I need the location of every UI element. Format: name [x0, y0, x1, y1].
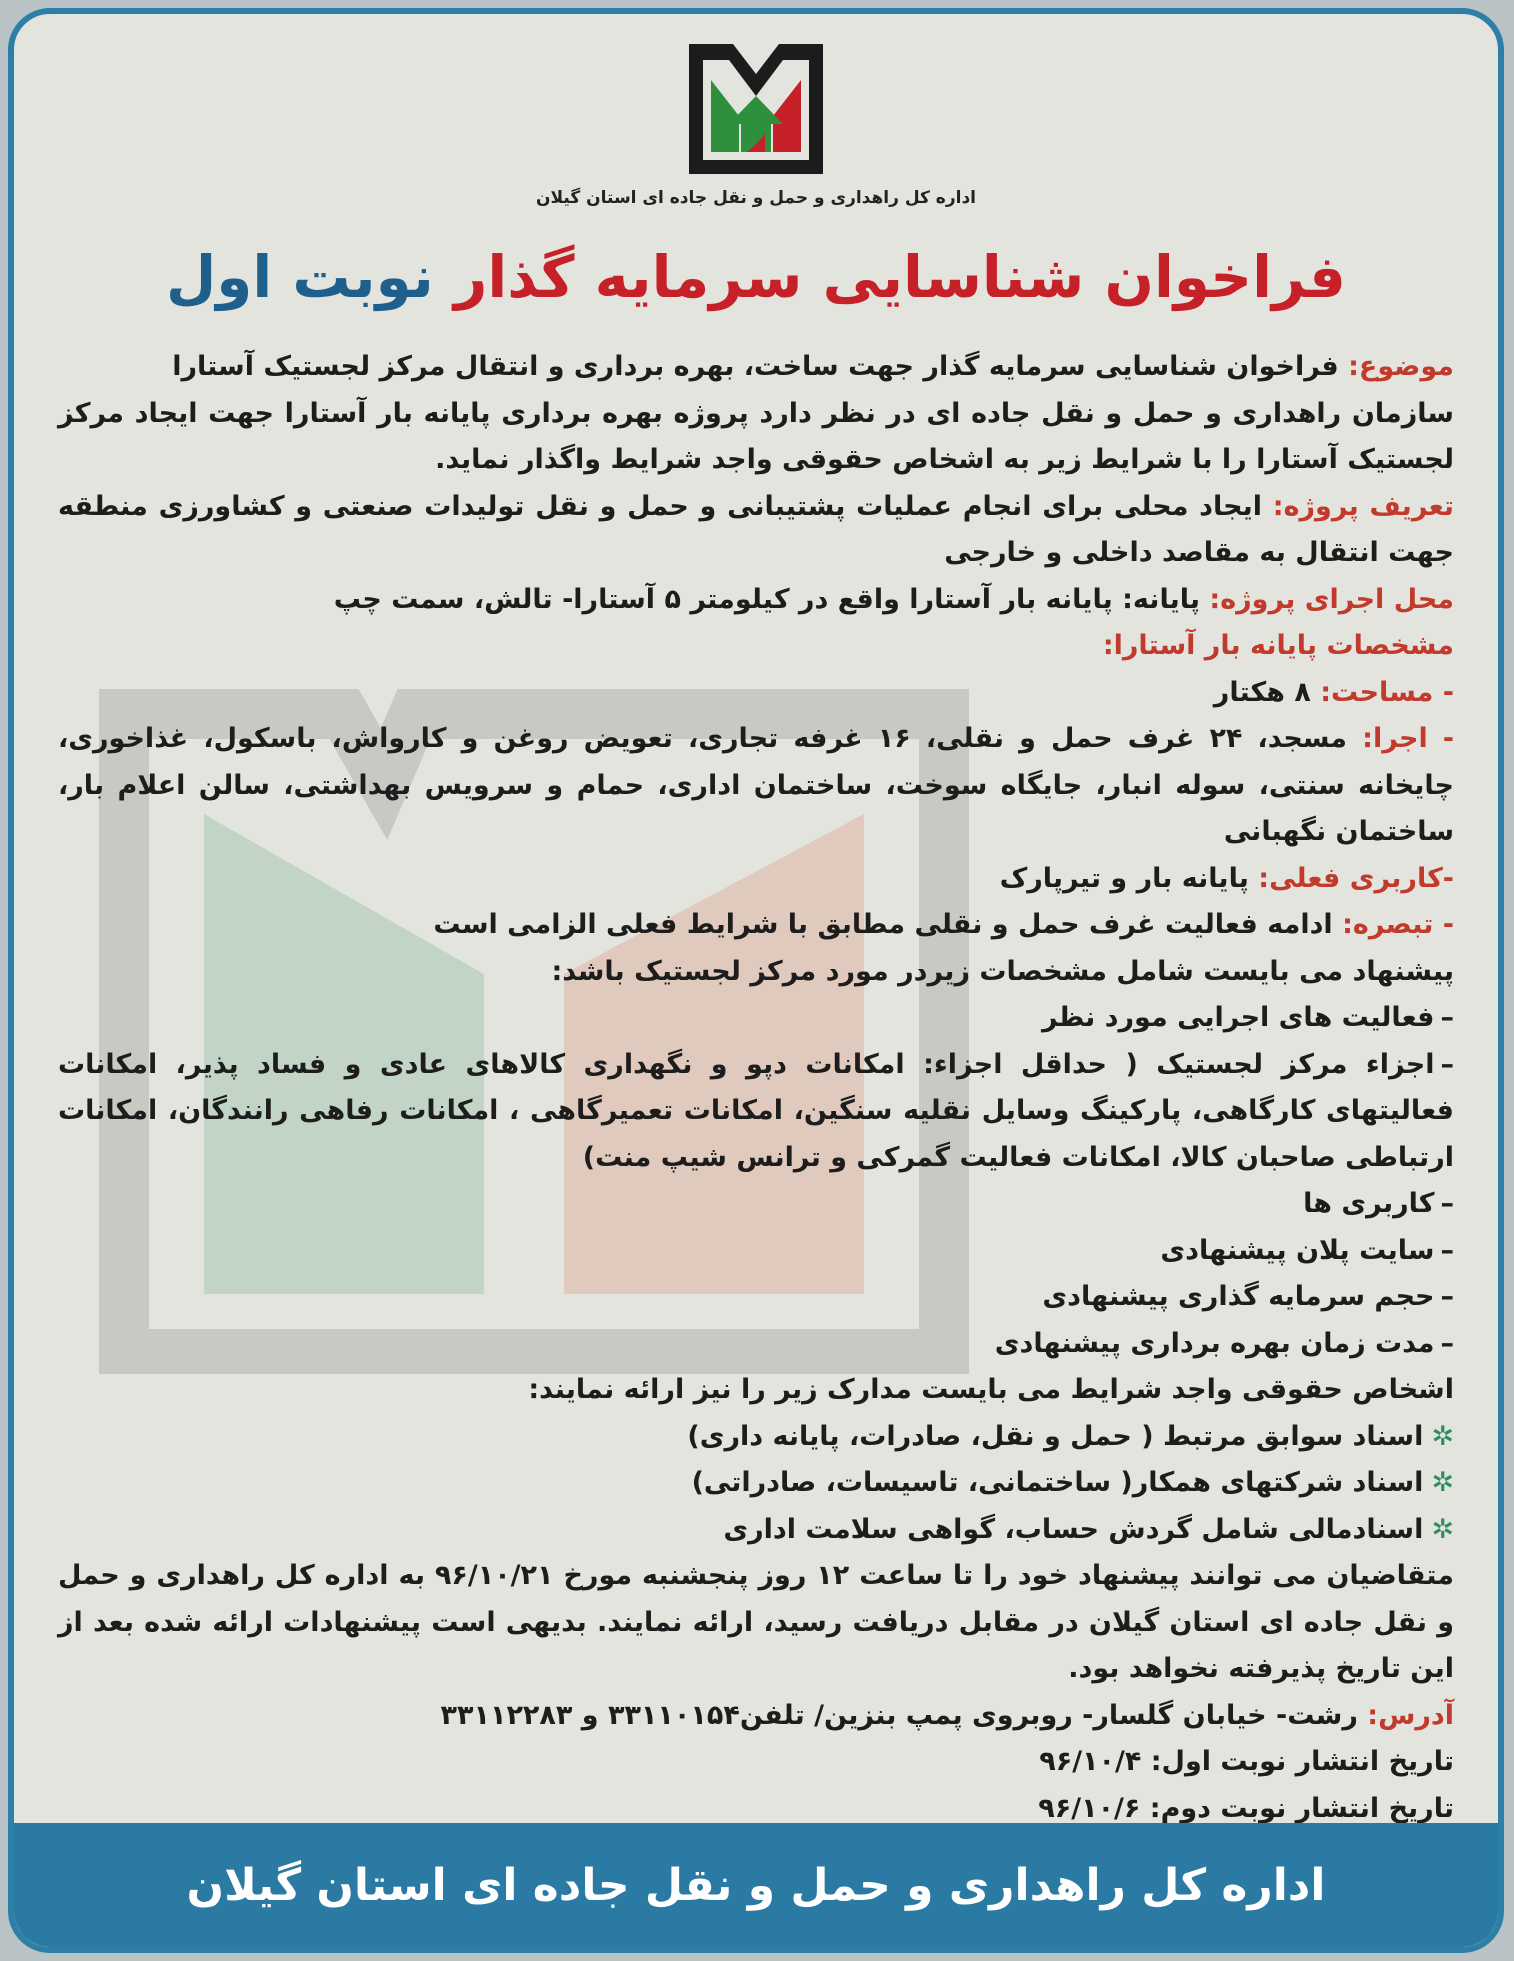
proposal-item: –فعالیت های اجرایی مورد نظر: [1041, 1002, 1454, 1033]
proposal-item: –سایت پلان پیشنهادی: [1160, 1234, 1454, 1266]
subject-line: [58, 344, 1454, 391]
note-line: [58, 902, 1454, 949]
address-label: آدرس:: [1367, 1699, 1454, 1731]
headline: [14, 242, 1498, 312]
advertisement-page: [8, 8, 1504, 1953]
subject-text: فراخوان شناسایی سرمایه گذار جهت ساخت، بهره برداری و انتقال مرکز لجستیک آستارا: [172, 351, 1339, 382]
definition-line: [58, 484, 1454, 577]
document-item: ✲اسناد سوابق مرتبط ( حمل و نقل، صادرات، پایانه داری): [687, 1420, 1454, 1452]
location-text: پایانه: پایانه بار آستارا واقع در کیلومتر ۵ آستارا- تالش، سمت چپ: [333, 583, 1200, 615]
specs-heading: مشخصات پایانه بار آستارا:: [1102, 630, 1454, 661]
location-line: [58, 577, 1454, 624]
area-line: [58, 670, 1454, 717]
proposal-item: –کاربری ها: [1303, 1188, 1454, 1219]
usage-line: [58, 856, 1454, 903]
built-label: - اجرا:: [1362, 723, 1455, 754]
subject-label: موضوع:: [1348, 351, 1454, 382]
address-line: [58, 1693, 1454, 1740]
headline-sub: نوبت اول: [165, 243, 434, 311]
subject-details: سازمان راهداری و حمل و نقل جاده ای در نظر دارد پروژه بهره برداری پایانه بار آستارا جهت ایجاد مرکز لجستیک آستارا را با شرایط زیر به اشخاص حقوقی واجد شرایط واگذار نماید.: [58, 397, 1454, 475]
built-line: [58, 716, 1454, 856]
definition-text: ایجاد محلی برای انجام عملیات پشتیبانی و حمل و نقل تولیدات صنعتی و کشاورزی منطقه جهت انتقال به مقاصد داخلی و خارجی: [58, 490, 1454, 568]
documents-intro: اشخاص حقوقی واجد شرایط می بایست مدارک زیر را نیز ارائه نمایند:: [528, 1374, 1454, 1405]
area-label: - مساحت:: [1320, 676, 1454, 708]
footer-org-name: اداره کل راهداری و حمل و نقل جاده ای استان گیلان: [186, 1859, 1326, 1911]
built-value: مسجد، ۲۴ غرف حمل و نقلی، ۱۶ غرفه تجاری، تعویض روغن و کارواش، باسکول، غذاخوری، چایخانه سنتی، سوله انبار، جایگاه سوخت، ساختمان اداری، حمام و سرویس بهداشتی، سالن اعلام بار، ساختمان نگهبانی: [58, 723, 1454, 847]
bullet-icon: ✲: [1431, 1513, 1454, 1545]
definition-label: تعریف پروژه:: [1272, 490, 1454, 522]
location-label: محل اجرای پروژه:: [1209, 583, 1454, 615]
proposal-item: –حجم سرمایه گذاری پیشنهادی: [1042, 1281, 1454, 1312]
bullet-icon: ✲: [1431, 1467, 1454, 1498]
note-value: ادامه فعالیت غرف حمل و نقلی مطابق با شرایط فعلی الزامی است: [433, 909, 1333, 940]
usage-value: پایانه بار و تیرپارک: [999, 862, 1249, 894]
proposal-item: –مدت زمان بهره برداری پیشنهادی: [994, 1327, 1454, 1359]
proposal-intro: پیشنهاد می بایست شامل مشخصات زیردر مورد مرکز لجستیک باشد:: [551, 955, 1454, 987]
publish-date-first: تاریخ انتشار نوبت اول: ۹۶/۱۰/۴: [1039, 1746, 1454, 1777]
header: [14, 34, 1498, 208]
address-text: رشت- خیابان گلسار- روبروی پمپ بنزین/ تلفن۳۳۱۱۰۱۵۴ و ۳۳۱۱۲۲۸۳: [440, 1699, 1358, 1731]
document-item: ✲اسناد شرکتهای همکار( ساختمانی، تاسیسات، صادراتی): [691, 1467, 1454, 1498]
notice-body: [58, 344, 1454, 1832]
proposal-item: –اجزاء مرکز لجستیک ( حداقل اجزاء: امکانات دپو و نگهداری کالاهای عادی و فساد پذیر، امکانات فعالیتهای کارگاهی، پارکینگ وسایل نقلیه سنگین، امکانات تعمیرگاهی ، امکانات رفاهی رانندگان، امکانات ارتباطی صاحبان کالا، امکانات فعالیت گمرکی و ترانس شیپ منت): [58, 1048, 1454, 1173]
publish-date-second: تاریخ انتشار نوبت دوم: ۹۶/۱۰/۶: [1038, 1792, 1454, 1824]
usage-label: -کاربری فعلی:: [1258, 862, 1454, 894]
rmto-logo-icon: [681, 34, 831, 184]
document-item: ✲اسنادمالی شامل گردش حساب، گواهی سلامت اداری: [723, 1513, 1454, 1545]
deadline-text: متقاضیان می توانند پیشنهاد خود را تا ساعت ۱۲ روز پنجشنبه مورخ ۹۶/۱۰/۲۱ به اداره کل راهداری و حمل و نقل جاده ای استان گیلان در مقابل دریافت رسید، ارائه نمایند. بدیهی است پیشنهادات ارائه شده بعد از این تاریخ پذیرفته نخواهد بود.: [58, 1560, 1454, 1684]
footer-banner: [14, 1823, 1498, 1947]
area-value: ۸ هکتار: [1213, 676, 1311, 708]
note-label: - تبصره:: [1342, 909, 1454, 940]
org-name-small: اداره کل راهداری و حمل و نقل جاده ای استان گیلان: [535, 188, 977, 208]
bullet-icon: ✲: [1431, 1420, 1454, 1452]
headline-main: فراخوان شناسایی سرمایه گذار: [453, 243, 1347, 311]
